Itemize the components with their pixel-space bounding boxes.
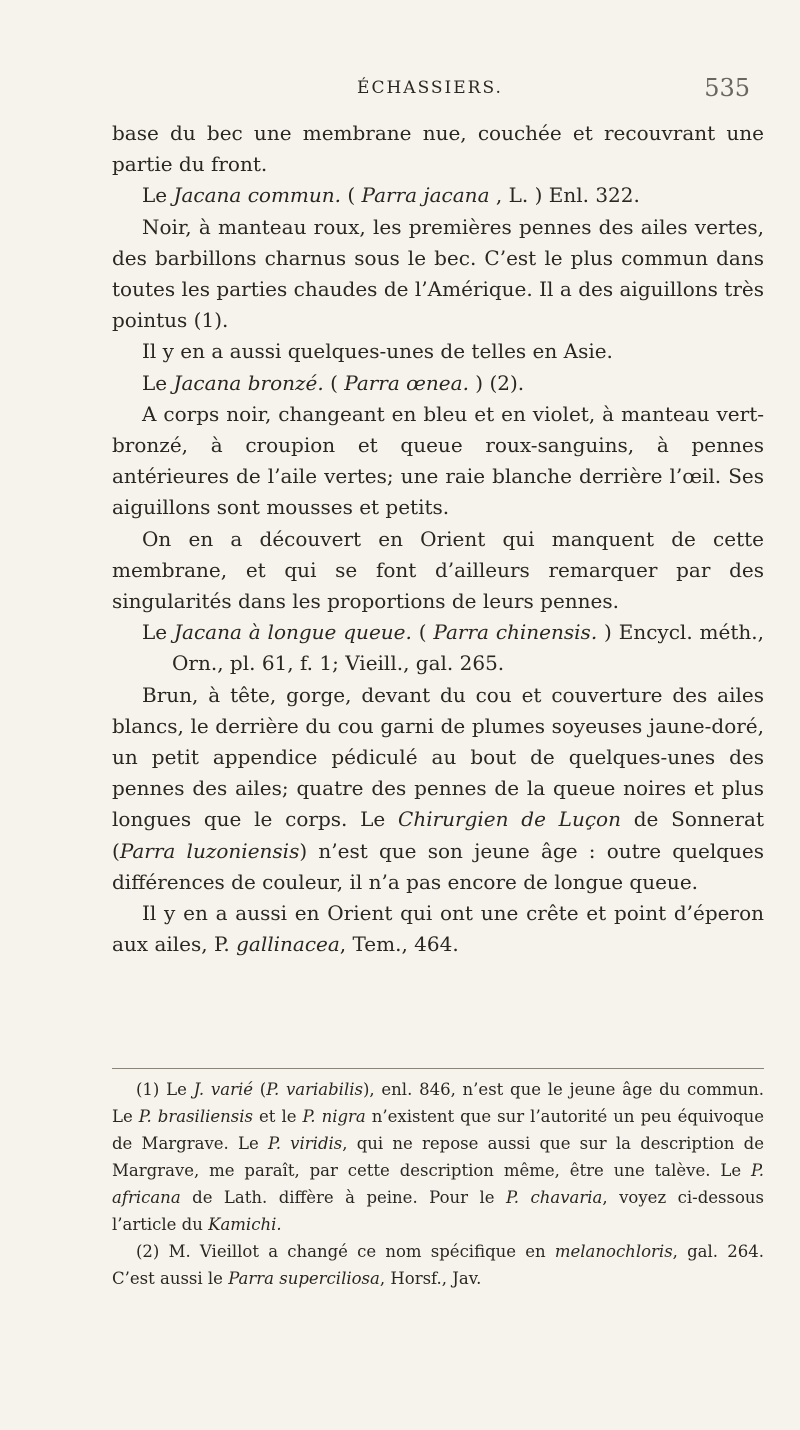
- paragraph-continuation: base du bec une membrane nue, couchée et recouvrant une partie du front.: [112, 121, 764, 177]
- species-name: Jacana commun.: [173, 183, 342, 208]
- species-heading-jacana-bronze: Le Jacana bronzé. ( Parra œnea. ) (2).: [142, 370, 525, 395]
- paragraph: Brun, à tête, gorge, devant du cou et couverture des ailes blancs, le derrière du cou garni de plumes soyeuses jaune-doré, un petit appendice pédiculé au bout de quelques-unes des pennes des ailes; quatre des pennes de la queue noires et plus longues que le corps. Le Chirurgien de Luçon de Sonnerat (Parra luzoniensis) n’est que son jeune âge : outre quelques différences de couleur, il n’a pas encore de longue queue.: [112, 682, 764, 894]
- species-name: Chirurgien de Luçon: [398, 807, 621, 832]
- species-heading-jacana-longue-queue: Le Jacana à longue queue. ( Parra chinensis. ) Encycl. méth., Orn., pl. 61, f. 1; Vieill., gal. 265.: [142, 620, 764, 676]
- latin-name: Parra chinensis.: [433, 620, 598, 645]
- species-name: Jacana bronzé.: [173, 370, 324, 395]
- footnote-2: (2) M. Vieillot a changé ce nom spécifique en melanochloris, gal. 264. C’est aussi le Parra superciliosa, Horsf., Jav.: [112, 1242, 764, 1288]
- paragraph: Il y en a aussi en Orient qui ont une crête et point d’éperon aux ailes, P. gallinacea, Tem., 464.: [112, 901, 764, 957]
- paragraph: A corps noir, changeant en bleu et en violet, à manteau vert-bronzé, à croupion et queue roux-sanguins, à pennes antérieures de l’aile vertes; une raie blanche derrière l’œil. Ses aiguillons sont mousses et petits.: [112, 401, 764, 520]
- paragraph: Il y en a aussi quelques-unes de telles en Asie.: [142, 339, 613, 364]
- footnote-rule: [112, 1068, 764, 1069]
- footnotes: [112, 1076, 764, 1292]
- paragraph: On en a découvert en Orient qui manquent de cette membrane, et qui se font d’ailleurs remarquer par des singularités dans les proportions de leurs pennes.: [112, 526, 764, 614]
- page-number: 535: [704, 74, 750, 102]
- latin-name: gallinacea: [236, 932, 340, 957]
- running-title: ÉCHASSIERS.: [357, 78, 503, 98]
- species-name: Jacana à longue queue.: [174, 620, 412, 645]
- latin-name: Parra jacana: [361, 183, 490, 208]
- species-heading-jacana-commun: Le Jacana commun. ( Parra jacana , L. ) Enl. 322.: [142, 183, 640, 208]
- paragraph: Noir, à manteau roux, les premières pennes des ailes vertes, des barbillons charnus sous le bec. C’est le plus commun dans toutes les parties chaudes de l’Amérique. Il a des aiguillons très pointus (1).: [112, 214, 764, 333]
- footnote-1: (1) Le J. varié (P. variabilis), enl. 846, n’est que le jeune âge du commun. Le P. brasiliensis et le P. nigra n’existent que sur l’autorité un peu équivoque de Margrave. Le P. viridis, qui ne repose aussi que sur la description de Margrave, me paraît, par cette description même, être une talève. Le P. africana de Lath. diffère à peine. Pour le P. chavaria, voyez ci-dessous l’article du Kamichi.: [112, 1080, 765, 1234]
- running-head: [110, 74, 750, 110]
- body-text: [112, 118, 764, 960]
- latin-name: Parra luzoniensis: [119, 838, 300, 863]
- latin-name: Parra œnea.: [344, 370, 469, 395]
